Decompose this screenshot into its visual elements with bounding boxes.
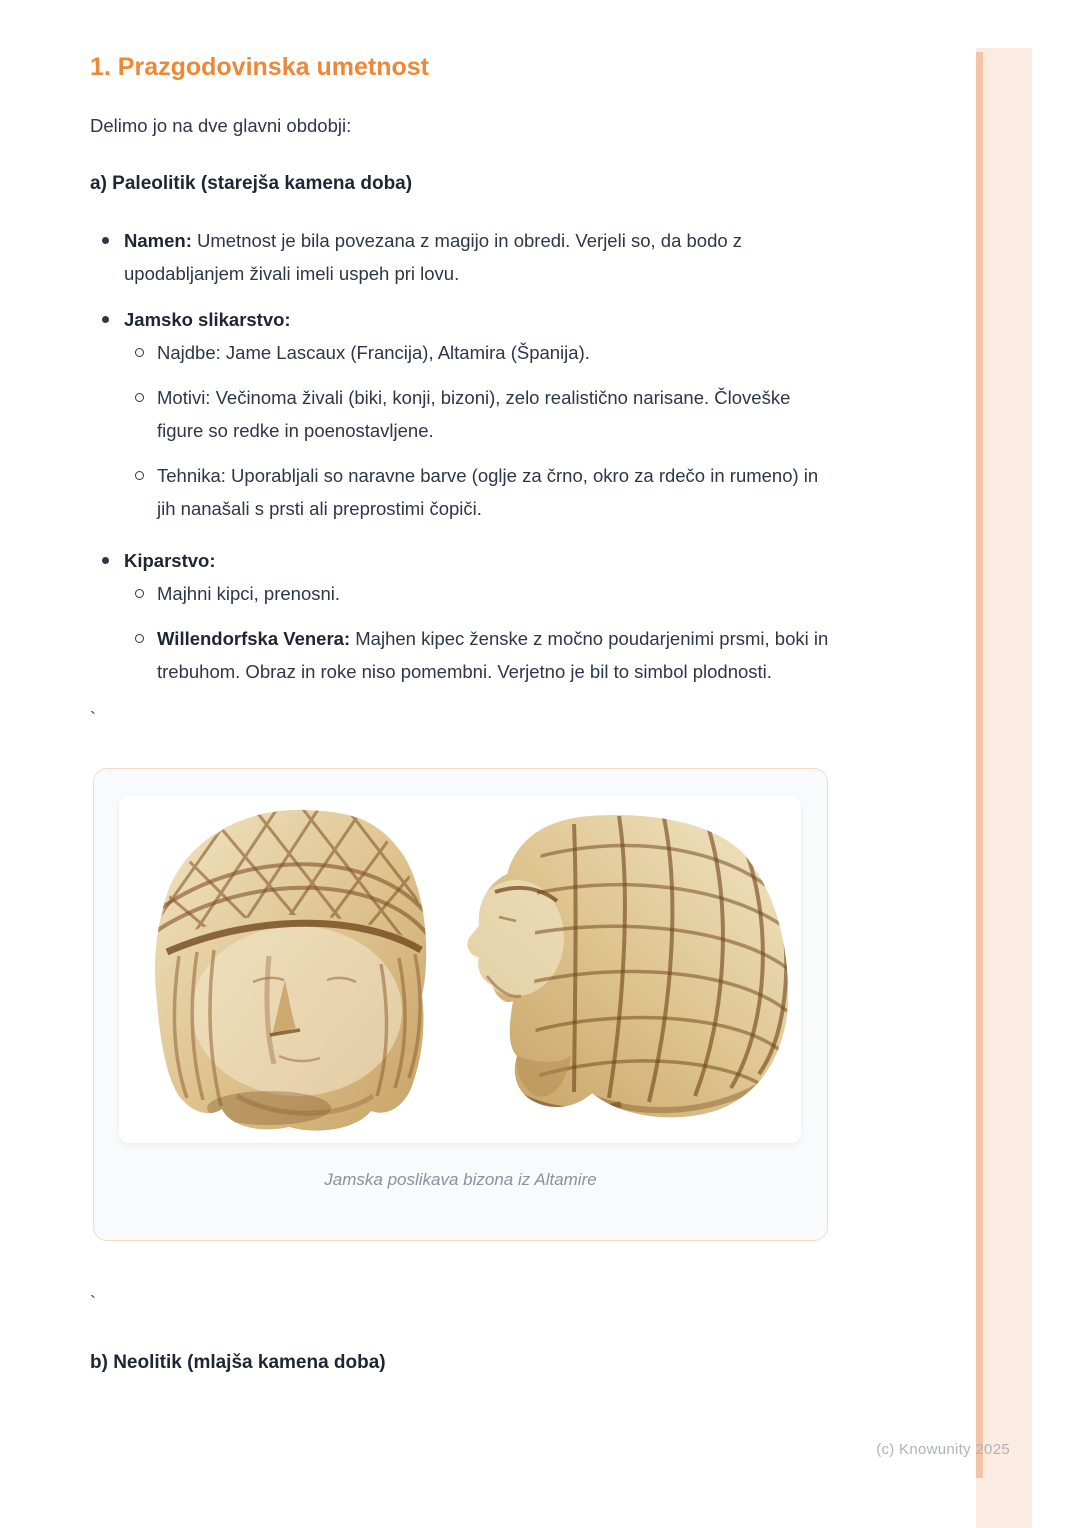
- stray-backtick: `: [90, 1293, 96, 1313]
- page-edge-stripe-border: [976, 52, 983, 1478]
- neolithic-heading: b) Neolitik (mlajša kamena doba): [90, 1352, 386, 1373]
- sub-item-body: [157, 459, 838, 525]
- list-item: [90, 544, 838, 694]
- venus-figurine-illustration: [119, 796, 801, 1143]
- sub-list-item: [124, 336, 838, 369]
- sub-bullet-icon: [135, 471, 144, 480]
- sub-bullet-icon: [135, 589, 144, 598]
- paleolithic-heading: a) Paleolitik (starejša kamena doba): [90, 173, 413, 194]
- figure-card: [93, 768, 828, 1241]
- figure-caption: Jamska poslikava bizona iz Altamire: [324, 1170, 597, 1189]
- sub-list: [124, 336, 838, 525]
- item-text: Umetnost je bila povezana z magijo in obredi. Verjeli so, da bodo z upodabljanjem živali imeli uspeh pri lovu.: [124, 230, 743, 284]
- list-item-body: [124, 224, 838, 290]
- sub-item-body: [157, 577, 838, 610]
- bullet-icon: [102, 316, 109, 323]
- item-label: Namen:: [124, 230, 192, 251]
- sub-bullet-icon: [135, 634, 144, 643]
- list-item: [90, 303, 838, 531]
- stray-backtick: `: [90, 709, 96, 729]
- sub-bullet-icon: [135, 348, 144, 357]
- item-label: Jamsko slikarstvo:: [124, 309, 291, 330]
- figure-image: [119, 796, 801, 1143]
- item-text: Motivi: Večinoma živali (biki, konji, bizoni), zelo realistično narisane. Človeške figure so redke in poenostavljene.: [157, 387, 791, 441]
- copyright-footer: (c) Knowunity 2025: [876, 1441, 1010, 1458]
- sub-item-body: [157, 381, 838, 447]
- sub-list-item: [124, 381, 838, 447]
- sub-list-item: [124, 459, 838, 525]
- notes-content: [90, 0, 838, 1375]
- page-title: 1. Prazgodovinska umetnost: [90, 53, 429, 81]
- intro-text: Delimo jo na dve glavni obdobji:: [90, 115, 352, 136]
- list-item-body: [124, 303, 838, 531]
- sub-bullet-icon: [135, 393, 144, 402]
- page-edge-stripe: [976, 48, 1032, 1528]
- item-text: Najdbe: Jame Lascaux (Francija), Altamira (Španija).: [157, 342, 590, 363]
- paleolithic-list: [90, 224, 838, 694]
- sub-list-item: [124, 577, 838, 610]
- sub-item-body: [157, 622, 838, 688]
- bullet-icon: [102, 557, 109, 564]
- sub-list-item: [124, 622, 838, 688]
- bullet-icon: [102, 237, 109, 244]
- sub-item-body: [157, 336, 838, 369]
- item-text: Majhni kipci, prenosni.: [157, 583, 341, 604]
- item-text: Tehnika: Uporabljali so naravne barve (oglje za črno, okro za rdečo in rumeno) in jih nanašali s prsti ali preprostimi čopiči.: [157, 465, 819, 519]
- sub-list: [124, 577, 838, 688]
- list-item-body: [124, 544, 838, 694]
- list-item: [90, 224, 838, 290]
- item-text: Majhen kipec ženske z močno poudarjenimi prsmi, boki in trebuhom. Obraz in roke niso pomembni. Verjetno je bil to simbol plodnosti.: [157, 628, 829, 682]
- item-label: Willendorfska Venera:: [157, 628, 351, 649]
- item-label: Kiparstvo:: [124, 550, 216, 571]
